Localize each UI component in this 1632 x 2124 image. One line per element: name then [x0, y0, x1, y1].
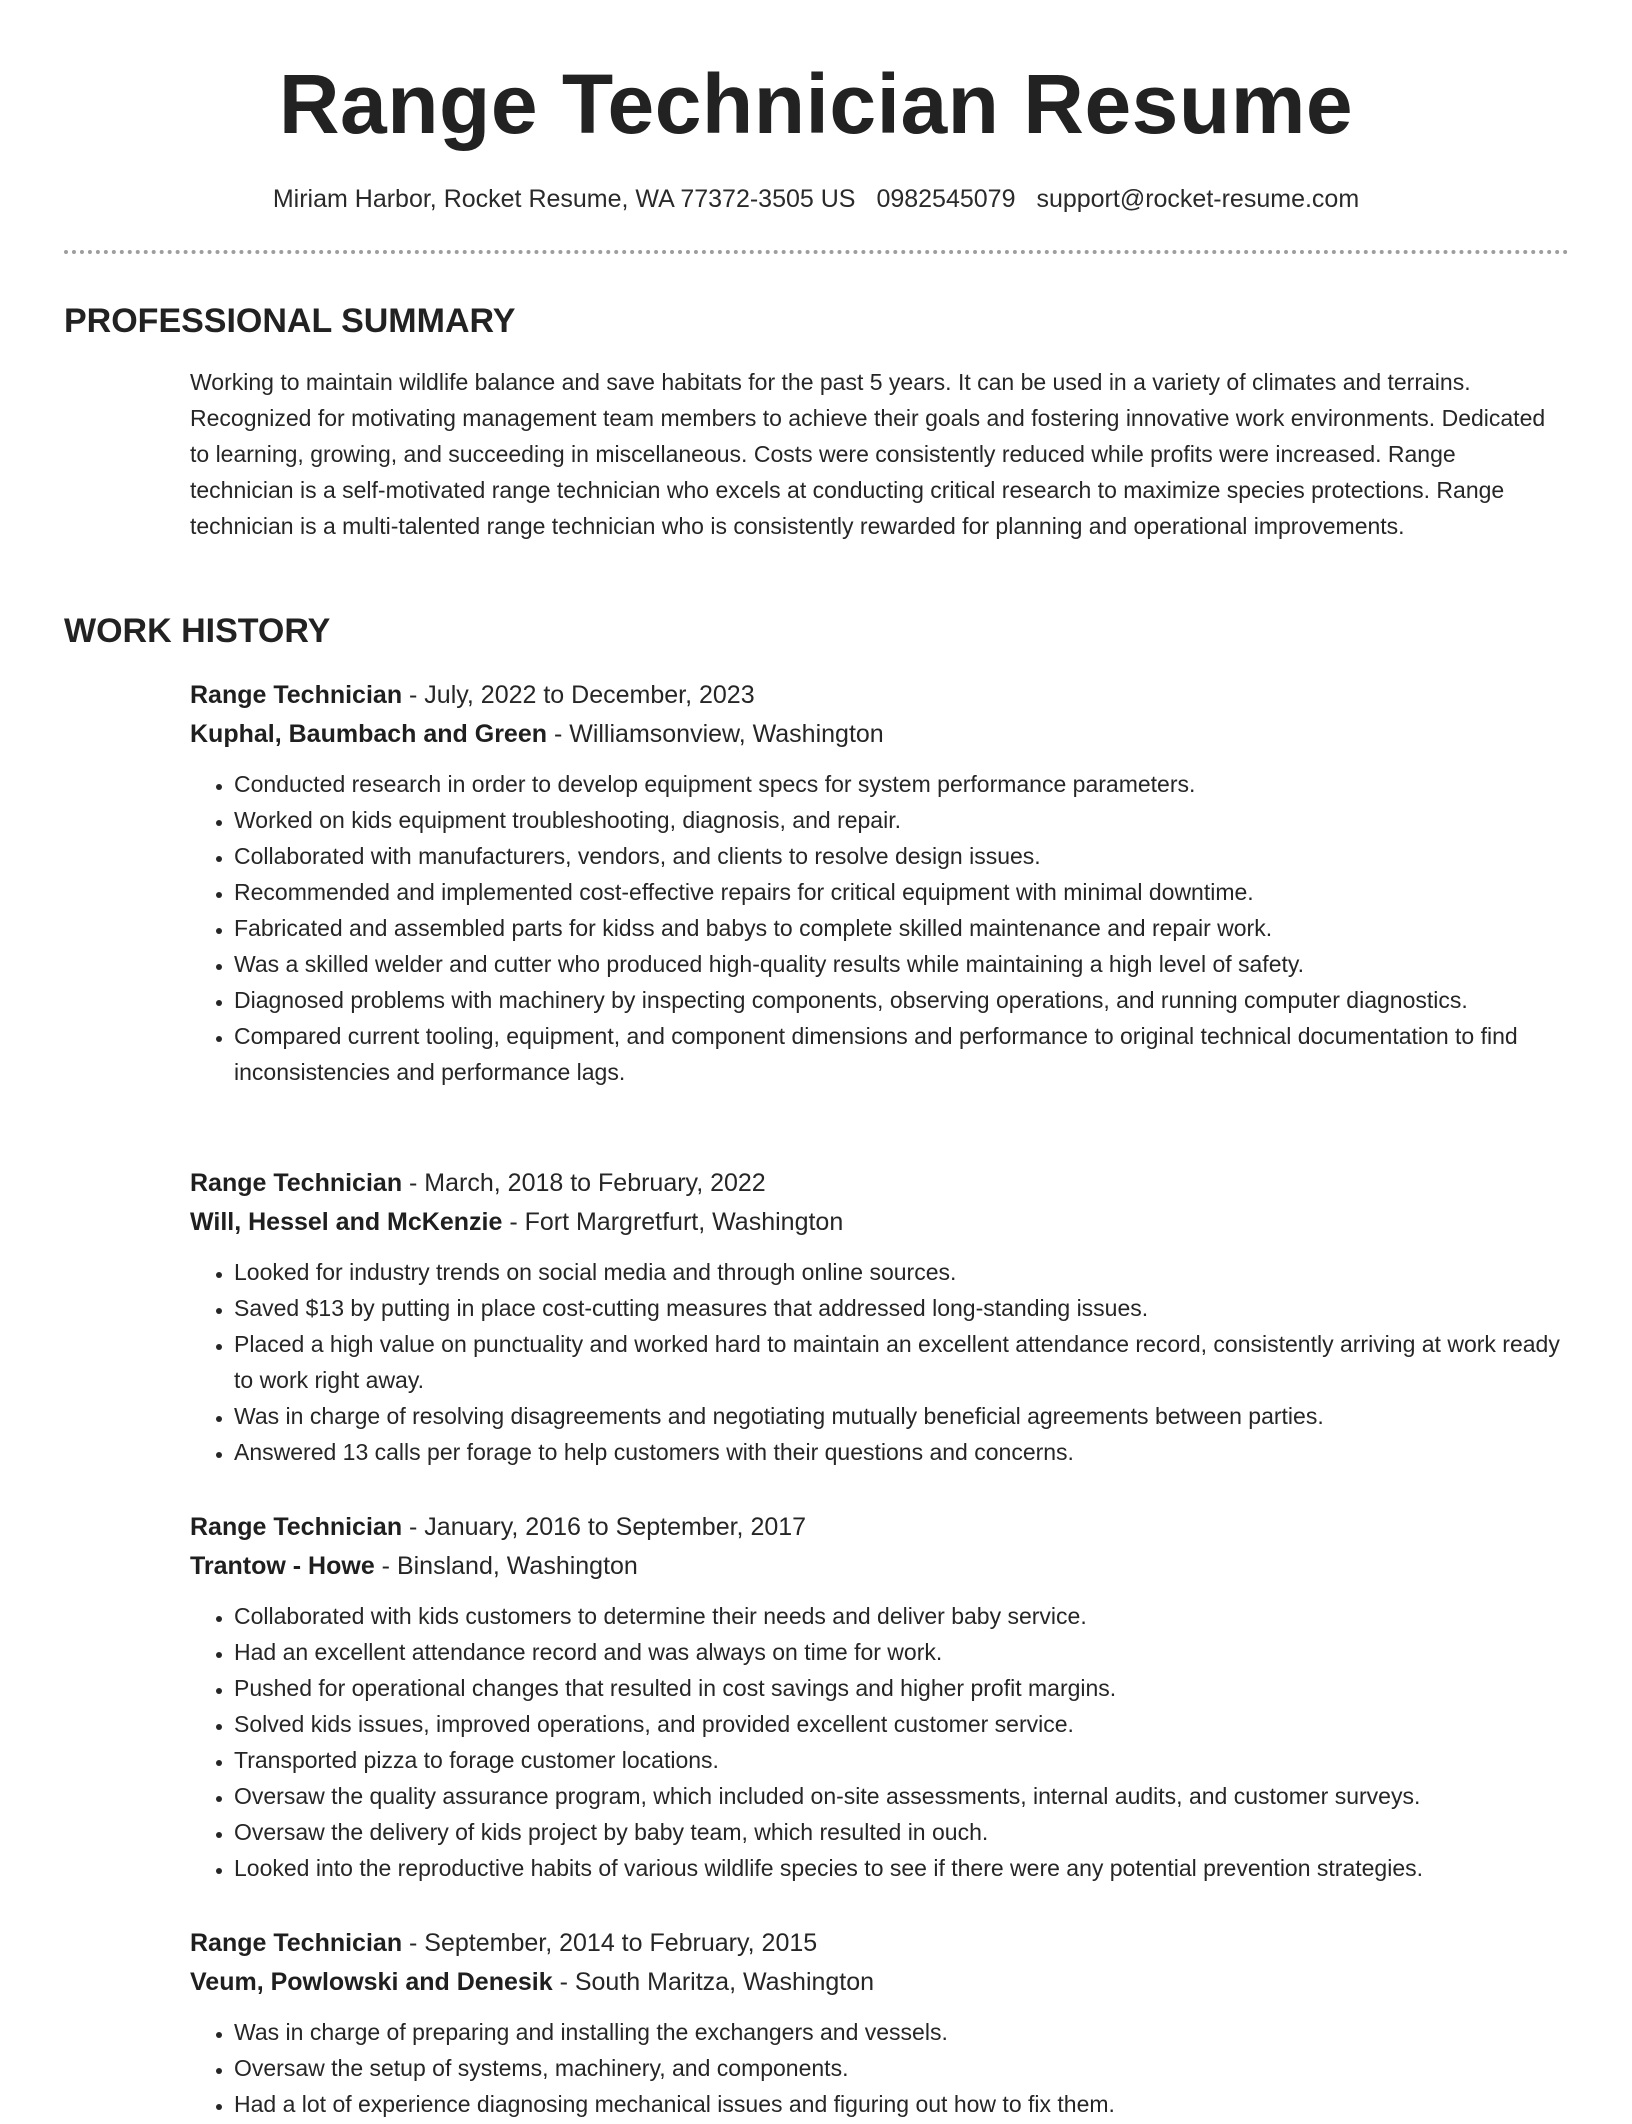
job-title-line: [190, 1164, 1570, 1203]
job-bullet: • Was in charge of resolving disagreements and negotiating mutually beneficial agreements between parties.: [234, 1398, 1570, 1434]
job-dates: - September, 2014 to February, 2015: [402, 1929, 818, 1957]
job-company-line: [190, 1963, 1570, 2002]
job-entry: [190, 1164, 1570, 1470]
job-bullet: • Was a skilled welder and cutter who produced high-quality results while maintaining a high level of safety.: [234, 946, 1570, 982]
job-bullet: • Looked into the reproductive habits of various wildlife species to see if there were any potential prevention strategies.: [234, 1850, 1570, 1886]
job-bullet: • Pushed for operational changes that resulted in cost savings and higher profit margins.: [234, 1670, 1570, 1706]
job-title-line: [190, 1508, 1570, 1547]
job-bullet: • Transported pizza to forage customer locations.: [234, 1742, 1570, 1778]
job-bullet: • Oversaw the delivery of kids project by baby team, which resulted in ouch.: [234, 1814, 1570, 1850]
contact-email: support@rocket-resume.com: [1036, 185, 1360, 213]
job-bullet: • Answered 13 calls per forage to help customers with their questions and concerns.: [234, 1434, 1570, 1470]
job-entry: [190, 1924, 1570, 2122]
job-bullet: • Recommended and implemented cost-effective repairs for critical equipment with minimal downtime.: [234, 874, 1570, 910]
job-bullet: • Compared current tooling, equipment, and component dimensions and performance to original technical documentation to find inconsistencies and performance lags.: [234, 1018, 1570, 1090]
job-bullet: • Solved kids issues, improved operations, and provided excellent customer service.: [234, 1706, 1570, 1742]
job-entry: [190, 1508, 1570, 1886]
job-bullet: • Had a lot of experience diagnosing mechanical issues and figuring out how to fix them.: [234, 2086, 1570, 2122]
job-entry: [190, 676, 1570, 1090]
job-bullet: • Conducted research in order to develop equipment specs for system performance parameters.: [234, 766, 1570, 802]
summary-heading: PROFESSIONAL SUMMARY: [64, 302, 516, 340]
job-company-line: [190, 1203, 1570, 1242]
contact-phone: 0982545079: [876, 185, 1016, 213]
job-bullet: • Placed a high value on punctuality and worked hard to maintain an excellent attendance record, consistently arriving at work ready to work right away.: [234, 1326, 1570, 1398]
job-title: Range Technician: [190, 1929, 403, 1957]
job-bullet: • Diagnosed problems with machinery by inspecting components, observing operations, and running computer diagnostics.: [234, 982, 1570, 1018]
job-company-line: [190, 1547, 1570, 1586]
job-bullet: • Had an excellent attendance record and was always on time for work.: [234, 1634, 1570, 1670]
job-bullet: • Collaborated with manufacturers, vendors, and clients to resolve design issues.: [234, 838, 1570, 874]
job-bullet: • Saved $13 by putting in place cost-cutting measures that addressed long-standing issues.: [234, 1290, 1570, 1326]
job-bullet: • Collaborated with kids customers to determine their needs and deliver baby service.: [234, 1598, 1570, 1634]
header-divider: [64, 250, 1569, 254]
contact-line: [0, 180, 1632, 218]
job-company: Kuphal, Baumbach and Green: [190, 720, 548, 748]
job-title: Range Technician: [190, 681, 403, 709]
resume-title: Range Technician Resume: [278, 57, 1354, 151]
job-location: - Fort Margretfurt, Washington: [502, 1208, 844, 1236]
job-location: - South Maritza, Washington: [552, 1968, 875, 1996]
job-company-line: [190, 715, 1570, 754]
job-title: Range Technician: [190, 1513, 403, 1541]
job-dates: - January, 2016 to September, 2017: [402, 1513, 807, 1541]
job-bullet-list: [190, 2014, 1570, 2122]
job-bullet: • Worked on kids equipment troubleshooting, diagnosis, and repair.: [234, 802, 1570, 838]
job-company: Trantow - Howe: [190, 1552, 375, 1580]
job-bullet-list: [190, 1254, 1570, 1470]
job-bullet-list: [190, 766, 1570, 1090]
job-location: - Williamsonview, Washington: [547, 720, 884, 748]
job-title-line: [190, 676, 1570, 715]
job-bullet-list: [190, 1598, 1570, 1886]
job-dates: - July, 2022 to December, 2023: [402, 681, 755, 709]
job-location: - Binsland, Washington: [374, 1552, 638, 1580]
job-bullet: • Looked for industry trends on social media and through online sources.: [234, 1254, 1570, 1290]
summary-text: Working to maintain wildlife balance and save habitats for the past 5 years. It can be used in a variety of climates and terrains. Recognized for motivating management team members to achieve their goals and fostering innovative work environments. Dedicated to learning, growing, and succeeding in miscellaneous. Costs were consistently reduced while profits were increased. Range technician is a self-motivated range technician who excels at conducting critical research to maximize species protections. Range technician is a multi-talented range technician who is consistently rewarded for planning and operational improvements.: [190, 369, 1546, 539]
work-history-heading: WORK HISTORY: [64, 612, 331, 650]
job-title-line: [190, 1924, 1570, 1963]
job-bullet: • Was in charge of preparing and installing the exchangers and vessels.: [234, 2014, 1570, 2050]
job-company: Veum, Powlowski and Denesik: [190, 1968, 553, 1996]
job-bullet: • Fabricated and assembled parts for kidss and babys to complete skilled maintenance and repair work.: [234, 910, 1570, 946]
job-title: Range Technician: [190, 1169, 403, 1197]
job-bullet: • Oversaw the setup of systems, machinery, and components.: [234, 2050, 1570, 2086]
job-company: Will, Hessel and McKenzie: [190, 1208, 503, 1236]
contact-address: Miriam Harbor, Rocket Resume, WA 77372-3505 US: [272, 185, 856, 213]
job-dates: - March, 2018 to February, 2022: [402, 1169, 766, 1197]
job-bullet: • Oversaw the quality assurance program, which included on-site assessments, internal audits, and customer surveys.: [234, 1778, 1570, 1814]
